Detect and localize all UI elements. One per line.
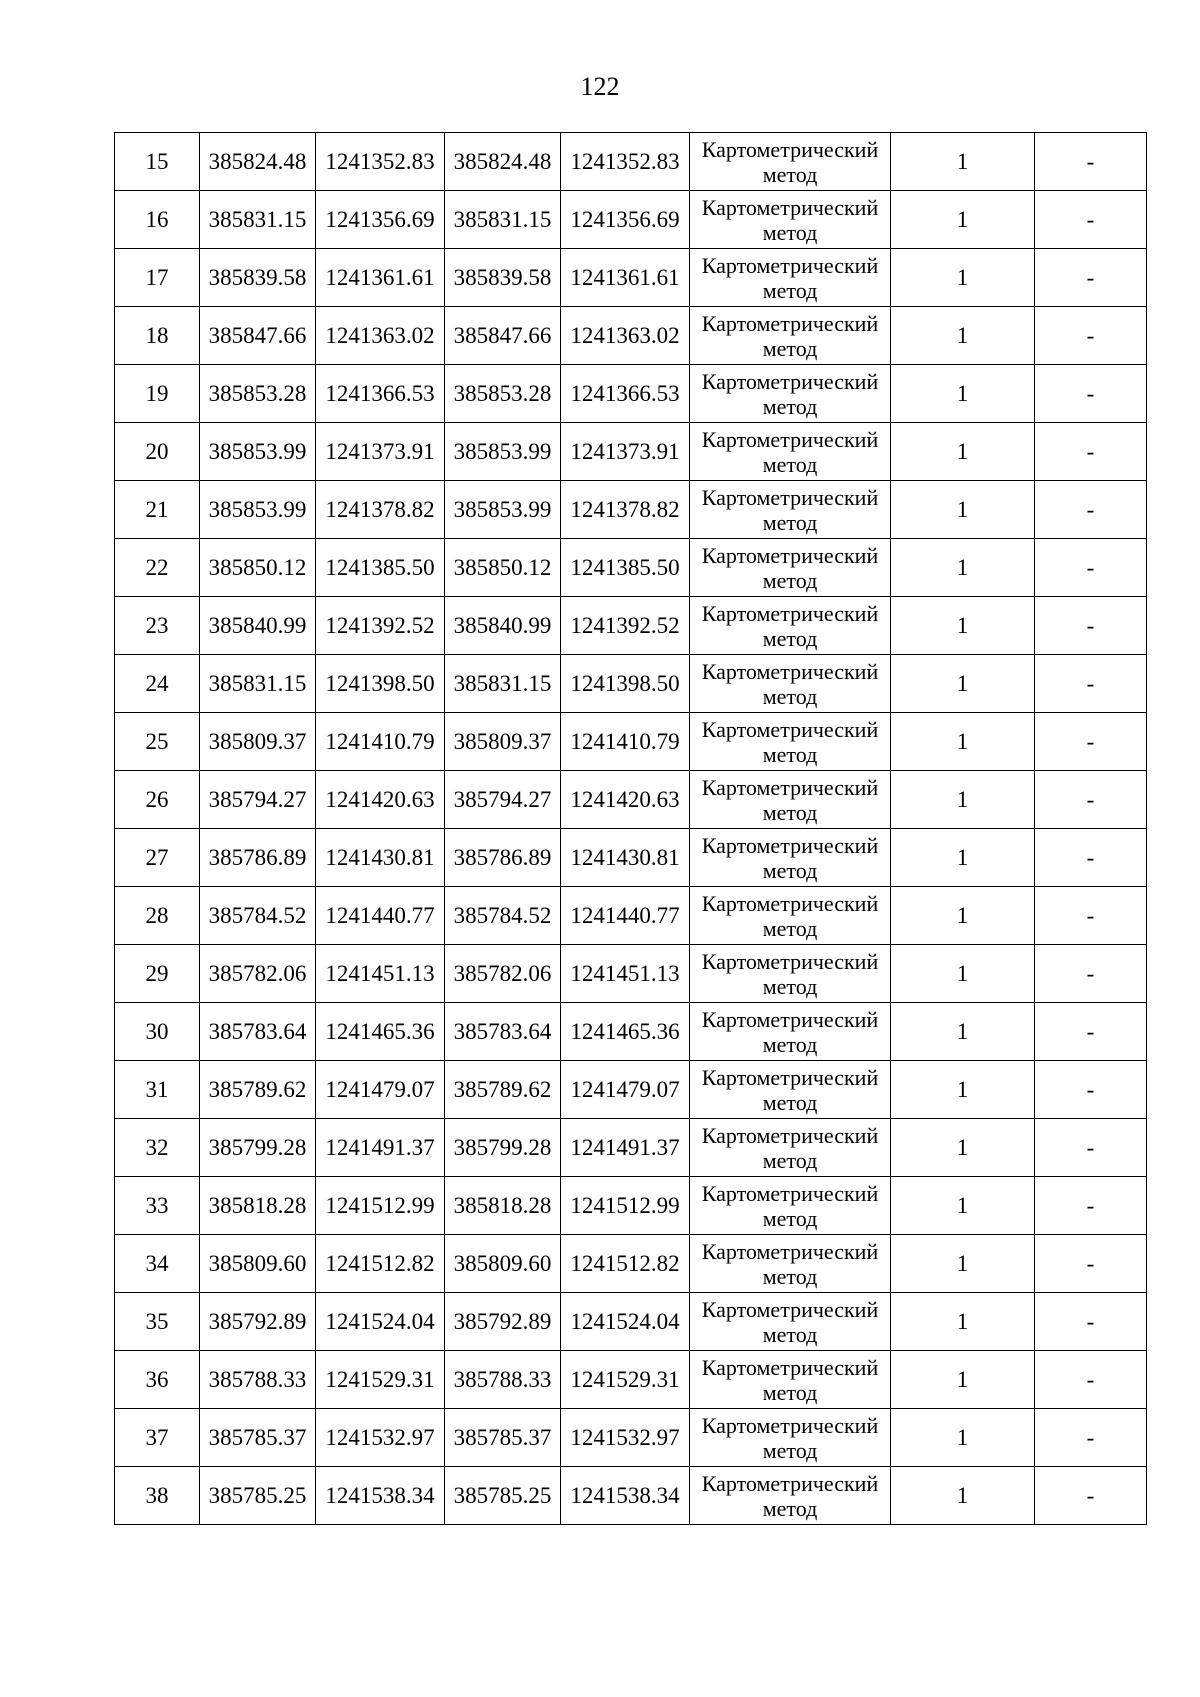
point-number-cell: 36 [115,1351,200,1409]
y-coordinate-cell: 1241385.50 [316,539,445,597]
table-row [115,597,1147,655]
x-coordinate-cell: 385788.33 [200,1351,316,1409]
y-coordinate-new-cell: 1241538.34 [561,1467,690,1525]
method-text-line2: метод [762,1437,818,1463]
y-coordinate-new-cell: 1241392.52 [561,597,690,655]
method-text-line1: Картометрический [701,426,879,452]
table-row [115,771,1147,829]
note-cell: - [1035,481,1147,539]
method-text-line2: метод [762,1263,818,1289]
table-row [115,1409,1147,1467]
y-coordinate-cell: 1241532.97 [316,1409,445,1467]
y-coordinate-new-cell: 1241385.50 [561,539,690,597]
table-row [115,481,1147,539]
note-cell: - [1035,1293,1147,1351]
x-coordinate-new-cell: 385784.52 [445,887,561,945]
y-coordinate-cell: 1241378.82 [316,481,445,539]
table-row [115,191,1147,249]
method-text-line1: Картометрический [701,774,879,800]
y-coordinate-new-cell: 1241491.37 [561,1119,690,1177]
note-cell: - [1035,1003,1147,1061]
method-cell [690,945,891,1003]
accuracy-cell: 1 [891,365,1035,423]
table-row [115,423,1147,481]
coordinates-table [114,132,1147,1525]
accuracy-cell: 1 [891,1235,1035,1293]
y-coordinate-cell: 1241491.37 [316,1119,445,1177]
method-cell [690,1467,891,1525]
accuracy-cell: 1 [891,655,1035,713]
method-cell [690,1003,891,1061]
point-number-cell: 31 [115,1061,200,1119]
method-text-line1: Картометрический [701,658,879,684]
note-cell: - [1035,1467,1147,1525]
point-number-cell: 33 [115,1177,200,1235]
x-coordinate-cell: 385789.62 [200,1061,316,1119]
x-coordinate-new-cell: 385850.12 [445,539,561,597]
y-coordinate-new-cell: 1241366.53 [561,365,690,423]
y-coordinate-cell: 1241512.99 [316,1177,445,1235]
y-coordinate-cell: 1241356.69 [316,191,445,249]
table-row [115,1293,1147,1351]
x-coordinate-cell: 385824.48 [200,133,316,191]
method-cell [690,1235,891,1293]
method-text-line2: метод [762,1031,818,1057]
method-text-line1: Картометрический [701,600,879,626]
note-cell: - [1035,1119,1147,1177]
accuracy-cell: 1 [891,1467,1035,1525]
x-coordinate-new-cell: 385789.62 [445,1061,561,1119]
y-coordinate-cell: 1241430.81 [316,829,445,887]
note-cell: - [1035,771,1147,829]
method-text-line1: Картометрический [701,1006,879,1032]
method-text-line1: Картометрический [701,1470,879,1496]
y-coordinate-new-cell: 1241361.61 [561,249,690,307]
note-cell: - [1035,249,1147,307]
y-coordinate-cell: 1241529.31 [316,1351,445,1409]
x-coordinate-cell: 385785.37 [200,1409,316,1467]
method-text-line2: метод [762,219,818,245]
x-coordinate-new-cell: 385853.28 [445,365,561,423]
y-coordinate-new-cell: 1241512.82 [561,1235,690,1293]
method-text-line1: Картометрический [701,484,879,510]
x-coordinate-cell: 385809.60 [200,1235,316,1293]
y-coordinate-new-cell: 1241451.13 [561,945,690,1003]
table-row [115,829,1147,887]
x-coordinate-cell: 385792.89 [200,1293,316,1351]
x-coordinate-cell: 385783.64 [200,1003,316,1061]
y-coordinate-cell: 1241465.36 [316,1003,445,1061]
point-number-cell: 35 [115,1293,200,1351]
x-coordinate-cell: 385785.25 [200,1467,316,1525]
y-coordinate-cell: 1241512.82 [316,1235,445,1293]
method-text-line2: метод [762,1495,818,1521]
method-text-line2: метод [762,277,818,303]
accuracy-cell: 1 [891,829,1035,887]
method-cell [690,307,891,365]
point-number-cell: 17 [115,249,200,307]
point-number-cell: 37 [115,1409,200,1467]
x-coordinate-new-cell: 385783.64 [445,1003,561,1061]
method-cell [690,1351,891,1409]
method-text-line1: Картометрический [701,1180,879,1206]
y-coordinate-cell: 1241363.02 [316,307,445,365]
method-text-line1: Картометрический [701,1238,879,1264]
method-text-line2: метод [762,625,818,651]
accuracy-cell: 1 [891,597,1035,655]
page-number: 122 [580,72,620,101]
table-row [115,1119,1147,1177]
accuracy-cell: 1 [891,887,1035,945]
y-coordinate-new-cell: 1241465.36 [561,1003,690,1061]
table-row [115,1467,1147,1525]
method-text-line2: метод [762,857,818,883]
note-cell: - [1035,1409,1147,1467]
accuracy-cell: 1 [891,1351,1035,1409]
x-coordinate-cell: 385847.66 [200,307,316,365]
x-coordinate-cell: 385831.15 [200,191,316,249]
method-text-line1: Картометрический [701,1354,879,1380]
point-number-cell: 18 [115,307,200,365]
method-cell [690,423,891,481]
y-coordinate-cell: 1241524.04 [316,1293,445,1351]
method-text-line2: метод [762,1205,818,1231]
y-coordinate-new-cell: 1241430.81 [561,829,690,887]
x-coordinate-new-cell: 385799.28 [445,1119,561,1177]
y-coordinate-cell: 1241373.91 [316,423,445,481]
x-coordinate-cell: 385818.28 [200,1177,316,1235]
y-coordinate-cell: 1241398.50 [316,655,445,713]
table-row [115,365,1147,423]
method-cell [690,1177,891,1235]
table-row [115,1061,1147,1119]
y-coordinate-new-cell: 1241398.50 [561,655,690,713]
x-coordinate-cell: 385839.58 [200,249,316,307]
method-text-line1: Картометрический [701,310,879,336]
note-cell: - [1035,191,1147,249]
x-coordinate-new-cell: 385794.27 [445,771,561,829]
note-cell: - [1035,829,1147,887]
x-coordinate-cell: 385809.37 [200,713,316,771]
note-cell: - [1035,1351,1147,1409]
method-cell [690,1119,891,1177]
point-number-cell: 20 [115,423,200,481]
accuracy-cell: 1 [891,713,1035,771]
x-coordinate-cell: 385853.99 [200,481,316,539]
method-text-line1: Картометрический [701,832,879,858]
method-text-line1: Картометрический [701,542,879,568]
x-coordinate-new-cell: 385824.48 [445,133,561,191]
y-coordinate-cell: 1241451.13 [316,945,445,1003]
x-coordinate-cell: 385853.99 [200,423,316,481]
x-coordinate-new-cell: 385853.99 [445,423,561,481]
table-row [115,655,1147,713]
x-coordinate-cell: 385786.89 [200,829,316,887]
method-text-line1: Картометрический [701,1296,879,1322]
accuracy-cell: 1 [891,133,1035,191]
y-coordinate-cell: 1241366.53 [316,365,445,423]
note-cell: - [1035,1177,1147,1235]
note-cell: - [1035,945,1147,1003]
method-text-line2: метод [762,451,818,477]
accuracy-cell: 1 [891,191,1035,249]
method-text-line1: Картометрический [701,1122,879,1148]
table-row [115,1351,1147,1409]
method-text-line2: метод [762,393,818,419]
x-coordinate-cell: 385784.52 [200,887,316,945]
method-cell [690,481,891,539]
x-coordinate-new-cell: 385782.06 [445,945,561,1003]
point-number-cell: 19 [115,365,200,423]
x-coordinate-new-cell: 385809.60 [445,1235,561,1293]
accuracy-cell: 1 [891,1119,1035,1177]
note-cell: - [1035,307,1147,365]
method-text-line2: метод [762,799,818,825]
table-row [115,1003,1147,1061]
method-cell [690,249,891,307]
point-number-cell: 28 [115,887,200,945]
point-number-cell: 26 [115,771,200,829]
method-text-line1: Картометрический [701,948,879,974]
point-number-cell: 24 [115,655,200,713]
table-row [115,945,1147,1003]
note-cell: - [1035,713,1147,771]
y-coordinate-cell: 1241440.77 [316,887,445,945]
method-cell [690,365,891,423]
note-cell: - [1035,887,1147,945]
method-cell [690,191,891,249]
method-cell [690,1061,891,1119]
y-coordinate-new-cell: 1241524.04 [561,1293,690,1351]
method-cell [690,829,891,887]
point-number-cell: 27 [115,829,200,887]
accuracy-cell: 1 [891,423,1035,481]
note-cell: - [1035,133,1147,191]
method-text-line2: метод [762,1321,818,1347]
x-coordinate-new-cell: 385785.25 [445,1467,561,1525]
table-row [115,887,1147,945]
accuracy-cell: 1 [891,307,1035,365]
table-row [115,1235,1147,1293]
x-coordinate-cell: 385853.28 [200,365,316,423]
y-coordinate-cell: 1241410.79 [316,713,445,771]
point-number-cell: 16 [115,191,200,249]
x-coordinate-cell: 385840.99 [200,597,316,655]
accuracy-cell: 1 [891,1061,1035,1119]
x-coordinate-new-cell: 385788.33 [445,1351,561,1409]
table-row [115,539,1147,597]
x-coordinate-new-cell: 385847.66 [445,307,561,365]
point-number-cell: 38 [115,1467,200,1525]
method-text-line2: метод [762,1089,818,1115]
note-cell: - [1035,365,1147,423]
method-text-line2: метод [762,1147,818,1173]
accuracy-cell: 1 [891,771,1035,829]
x-coordinate-new-cell: 385792.89 [445,1293,561,1351]
method-cell [690,771,891,829]
x-coordinate-new-cell: 385786.89 [445,829,561,887]
note-cell: - [1035,655,1147,713]
x-coordinate-cell: 385850.12 [200,539,316,597]
y-coordinate-new-cell: 1241373.91 [561,423,690,481]
x-coordinate-cell: 385799.28 [200,1119,316,1177]
accuracy-cell: 1 [891,1177,1035,1235]
accuracy-cell: 1 [891,1409,1035,1467]
x-coordinate-new-cell: 385831.15 [445,191,561,249]
note-cell: - [1035,1061,1147,1119]
accuracy-cell: 1 [891,1003,1035,1061]
method-text-line1: Картометрический [701,194,879,220]
point-number-cell: 25 [115,713,200,771]
method-text-line2: метод [762,683,818,709]
point-number-cell: 34 [115,1235,200,1293]
point-number-cell: 21 [115,481,200,539]
y-coordinate-new-cell: 1241420.63 [561,771,690,829]
table-body [115,133,1147,1525]
x-coordinate-new-cell: 385818.28 [445,1177,561,1235]
method-text-line1: Картометрический [701,368,879,394]
method-text-line1: Картометрический [701,252,879,278]
y-coordinate-new-cell: 1241378.82 [561,481,690,539]
method-text-line2: метод [762,161,818,187]
method-text-line2: метод [762,509,818,535]
accuracy-cell: 1 [891,1293,1035,1351]
method-cell [690,887,891,945]
method-text-line2: метод [762,1379,818,1405]
x-coordinate-new-cell: 385839.58 [445,249,561,307]
method-text-line1: Картометрический [701,1064,879,1090]
method-cell [690,597,891,655]
x-coordinate-new-cell: 385853.99 [445,481,561,539]
method-cell [690,133,891,191]
x-coordinate-cell: 385831.15 [200,655,316,713]
accuracy-cell: 1 [891,945,1035,1003]
y-coordinate-new-cell: 1241410.79 [561,713,690,771]
method-cell [690,713,891,771]
accuracy-cell: 1 [891,481,1035,539]
point-number-cell: 32 [115,1119,200,1177]
table-row [115,1177,1147,1235]
y-coordinate-cell: 1241479.07 [316,1061,445,1119]
method-text-line2: метод [762,567,818,593]
y-coordinate-new-cell: 1241529.31 [561,1351,690,1409]
note-cell: - [1035,1235,1147,1293]
y-coordinate-new-cell: 1241440.77 [561,887,690,945]
method-cell [690,655,891,713]
y-coordinate-cell: 1241420.63 [316,771,445,829]
y-coordinate-new-cell: 1241352.83 [561,133,690,191]
table-row [115,133,1147,191]
method-text-line1: Картометрический [701,1412,879,1438]
y-coordinate-cell: 1241361.61 [316,249,445,307]
accuracy-cell: 1 [891,249,1035,307]
method-text-line2: метод [762,741,818,767]
note-cell: - [1035,423,1147,481]
table-row [115,307,1147,365]
x-coordinate-cell: 385794.27 [200,771,316,829]
y-coordinate-new-cell: 1241512.99 [561,1177,690,1235]
method-text-line2: метод [762,335,818,361]
method-text-line1: Картометрический [701,716,879,742]
method-text-line1: Картометрический [701,890,879,916]
accuracy-cell: 1 [891,539,1035,597]
method-cell [690,1409,891,1467]
table-row [115,713,1147,771]
y-coordinate-new-cell: 1241532.97 [561,1409,690,1467]
y-coordinate-new-cell: 1241479.07 [561,1061,690,1119]
method-cell [690,1293,891,1351]
point-number-cell: 23 [115,597,200,655]
note-cell: - [1035,539,1147,597]
note-cell: - [1035,597,1147,655]
method-cell [690,539,891,597]
x-coordinate-cell: 385782.06 [200,945,316,1003]
table-row [115,249,1147,307]
method-text-line2: метод [762,973,818,999]
point-number-cell: 30 [115,1003,200,1061]
x-coordinate-new-cell: 385831.15 [445,655,561,713]
method-text-line1: Картометрический [701,136,879,162]
y-coordinate-cell: 1241352.83 [316,133,445,191]
point-number-cell: 15 [115,133,200,191]
method-text-line2: метод [762,915,818,941]
x-coordinate-new-cell: 385809.37 [445,713,561,771]
point-number-cell: 29 [115,945,200,1003]
y-coordinate-new-cell: 1241363.02 [561,307,690,365]
point-number-cell: 22 [115,539,200,597]
y-coordinate-new-cell: 1241356.69 [561,191,690,249]
y-coordinate-cell: 1241392.52 [316,597,445,655]
x-coordinate-new-cell: 385785.37 [445,1409,561,1467]
x-coordinate-new-cell: 385840.99 [445,597,561,655]
y-coordinate-cell: 1241538.34 [316,1467,445,1525]
